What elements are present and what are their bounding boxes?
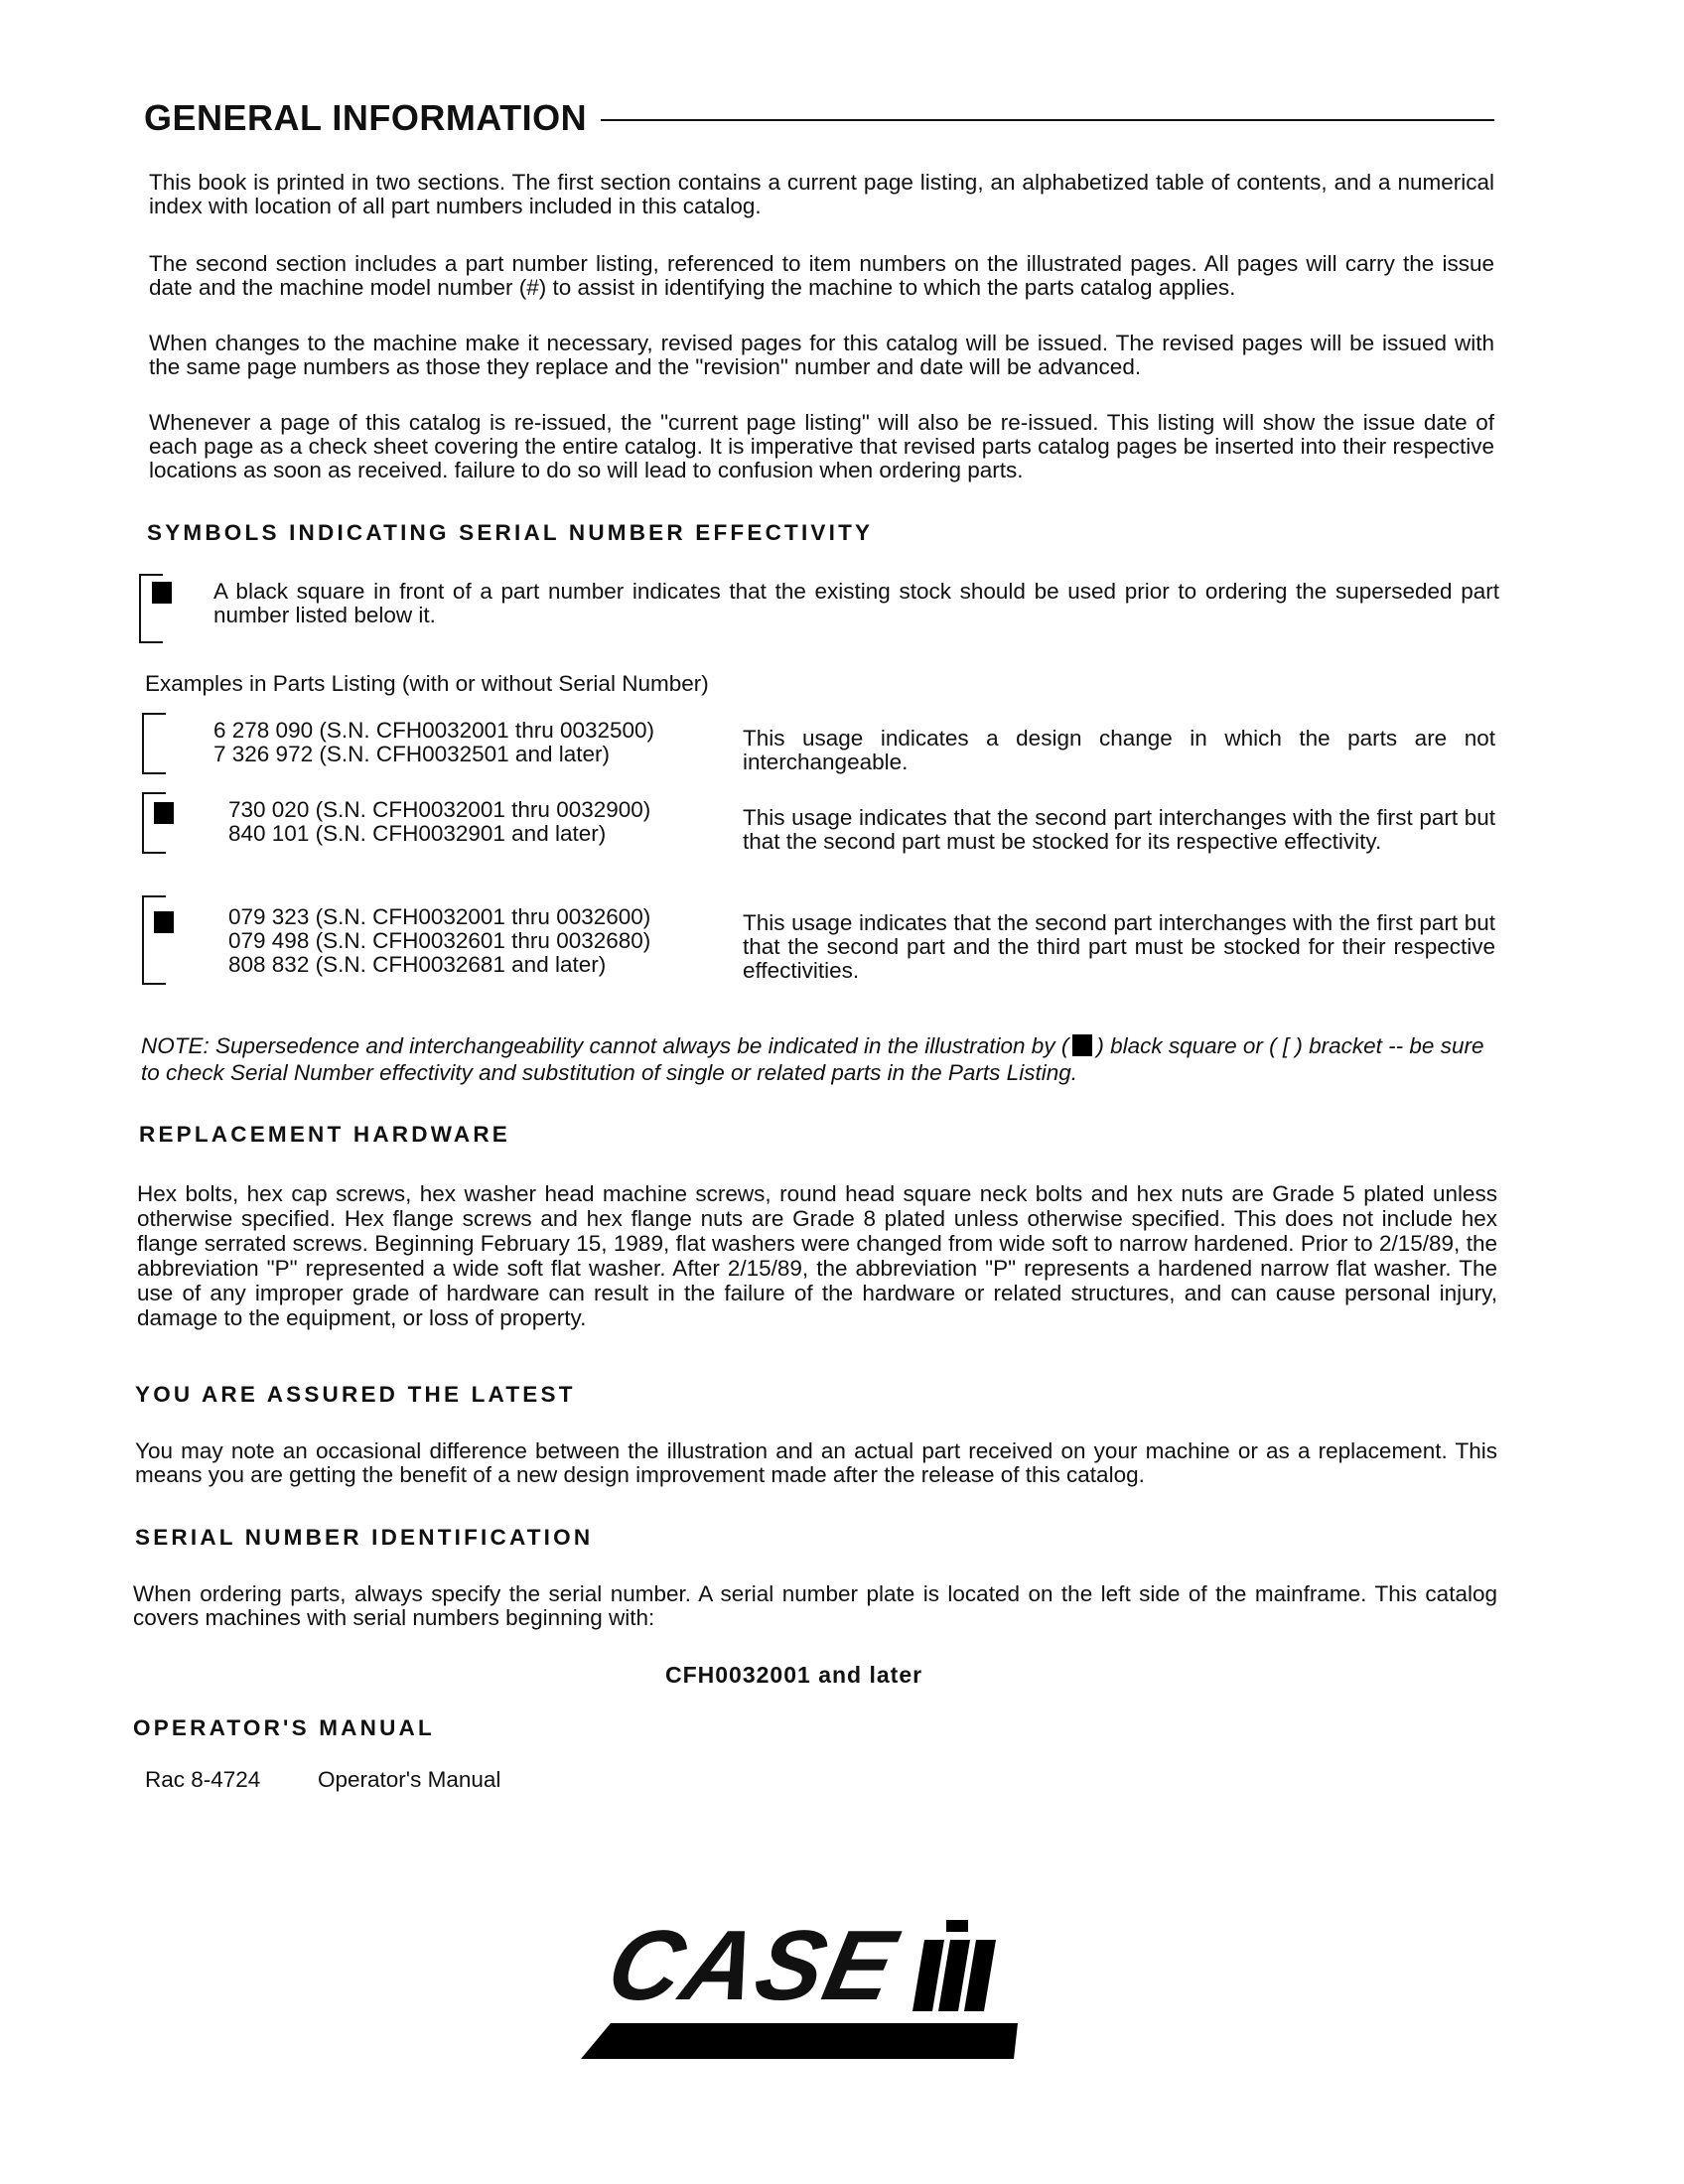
- serial-heading: SERIAL NUMBER IDENTIFICATION: [135, 1525, 594, 1550]
- part-line: 6 278 090 (S.N. CFH0032001 thru 0032500): [213, 718, 655, 743]
- title-rule: [601, 119, 1494, 121]
- part-line: 7 326 972 (S.N. CFH0032501 and later): [213, 742, 610, 766]
- page-title: GENERAL INFORMATION: [144, 97, 588, 138]
- black-square-icon: [154, 911, 174, 933]
- section-header: [144, 97, 1494, 139]
- logo-wordmark: [599, 1910, 996, 2021]
- part-line: 808 832 (S.N. CFH0032681 and later): [228, 952, 607, 977]
- intro-paragraph-1: This book is printed in two sections. The first section contains a current page listing, an alphabetized table of contents, and a numerical index with location of all part numbers included in this catalog.: [149, 170, 1494, 218]
- bracket-icon: [142, 713, 166, 774]
- example-2-parts: [228, 798, 650, 846]
- intro-paragraph-3: When changes to the machine make it necessary, revised pages for this catalog will be issued. The revised pages will be issued with the same page numbers as those they replace and the "revision" number and date will be advanced.: [149, 331, 1494, 379]
- part-line: 079 498 (S.N. CFH0032601 thru 0032680): [228, 928, 651, 953]
- note-text-2: ) black square or ( [ ) bracket -- be sure to check Serial Number effectivity and substitution of single or related parts in the Parts Listing.: [141, 1033, 1484, 1085]
- serial-paragraph: When ordering parts, always specify the serial number. A serial number plate is located on the left side of the mainframe. This catalog covers machines with serial numbers beginning with:: [133, 1581, 1497, 1630]
- part-line: 079 323 (S.N. CFH0032001 thru 0032600): [228, 904, 651, 929]
- ih-mark-icon: [907, 1920, 996, 2014]
- latest-heading: YOU ARE ASSURED THE LATEST: [135, 1382, 576, 1407]
- case-ih-logo: [581, 1910, 1028, 2065]
- hardware-paragraph: Hex bolts, hex cap screws, hex washer head machine screws, round head square neck bolts and hex nuts are Grade 5 plated unless otherwise specified. Hex flange screws and hex flange nuts are Grade 8 plated unless otherwise specified. This does not include hex flange serrated screws. Beginning February 15, 1989, flat washers were changed from wide soft to narrow hardened. Prior to 2/15/89, the abbreviation "P" represented a wide soft flat washer. After 2/15/89, the abbreviation "P" represents a hardened narrow flat washer. The use of any improper grade of hardware can result in the failure of the hardware or related structures, and can cause personal injury, damage to the equipment, or loss of property.: [137, 1181, 1497, 1330]
- hardware-heading: REPLACEMENT HARDWARE: [139, 1122, 511, 1147]
- examples-label: Examples in Parts Listing (with or without Serial Number): [145, 671, 709, 696]
- black-square-icon: [154, 802, 174, 824]
- black-square-icon: [1072, 1034, 1092, 1056]
- logo-word: CASE: [599, 1910, 907, 2021]
- part-line: 840 101 (S.N. CFH0032901 and later): [228, 821, 607, 846]
- example-1-parts: [213, 719, 654, 766]
- note-paragraph: [141, 1032, 1499, 1086]
- example-2-description: This usage indicates that the second part interchanges with the first part but that the second part must be stocked for its respective effectivity.: [743, 805, 1495, 854]
- latest-paragraph: You may note an occasional difference between the illustration and an actual part received on your machine or as a replacement. This means you are getting the benefit of a new design improvement made after the release of this catalog.: [135, 1438, 1497, 1487]
- manual-name: Operator's Manual: [318, 1767, 501, 1792]
- note-text-1: Supersedence and interchangeability cannot always be indicated in the illustration by (: [215, 1033, 1069, 1058]
- manual-code: Rac 8-4724: [145, 1767, 261, 1792]
- black-square-icon: [152, 582, 172, 604]
- logo-underbar: [581, 2023, 1018, 2059]
- symbols-heading: SYMBOLS INDICATING SERIAL NUMBER EFFECTIVITY: [147, 520, 874, 545]
- note-prefix: NOTE:: [141, 1033, 210, 1058]
- example-1-description: This usage indicates a design change in which the parts are not interchangeable.: [743, 726, 1495, 774]
- serial-number: CFH0032001 and later: [665, 1662, 923, 1688]
- black-square-explanation: A black square in front of a part number indicates that the existing stock should be used prior to ordering the superseded part number listed below it.: [213, 579, 1499, 627]
- intro-paragraph-2: The second section includes a part number listing, referenced to item numbers on the illustrated pages. All pages will carry the issue date and the machine model number (#) to assist in identifying the machine to which the parts catalog applies.: [149, 251, 1494, 300]
- example-3-description: This usage indicates that the second part interchanges with the first part but that the second part and the third part must be stocked for their respective effectivities.: [743, 910, 1495, 983]
- part-line: 730 020 (S.N. CFH0032001 thru 0032900): [228, 797, 651, 822]
- example-3-parts: [228, 905, 650, 977]
- intro-paragraph-4: Whenever a page of this catalog is re-issued, the "current page listing" will also be re-issued. This listing will show the issue date of each page as a check sheet covering the entire catalog. It is imperative that revised parts catalog pages be inserted into their respective locations as soon as received. failure to do so will lead to confusion when ordering parts.: [149, 410, 1494, 482]
- bracket-icon: [142, 895, 166, 985]
- manual-heading: OPERATOR'S MANUAL: [133, 1715, 435, 1740]
